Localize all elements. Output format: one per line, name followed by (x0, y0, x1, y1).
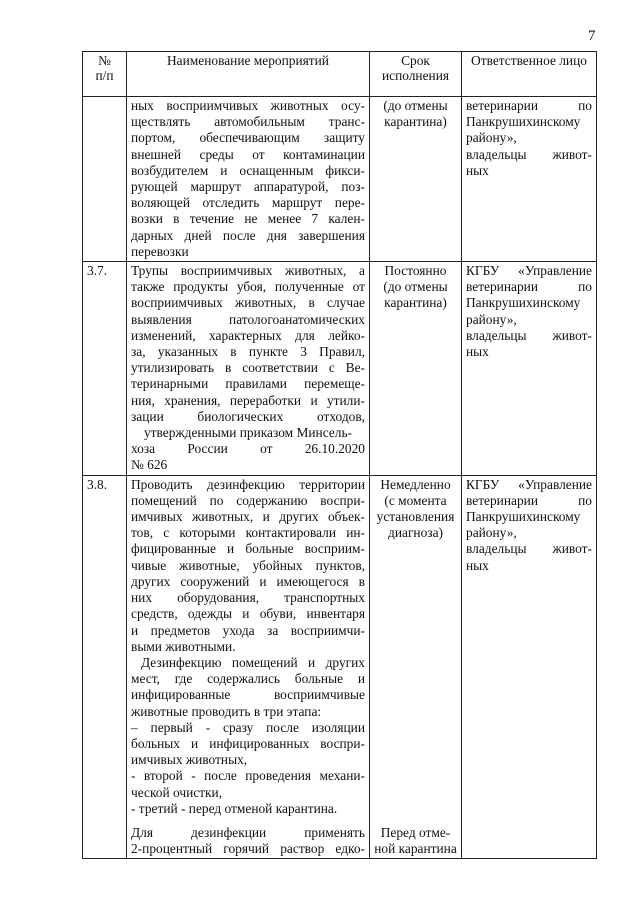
resp-line: владельцы живот- (466, 146, 592, 162)
term-cell (370, 97, 462, 262)
text-line: животные проводить в три этапа: (131, 703, 322, 719)
text-line: Проводить дезинфекцию территории (131, 476, 365, 492)
resp-line: району», (466, 525, 517, 541)
text-line: воляющей отследить маршрут пере- (131, 195, 365, 211)
term-line: карантина) (384, 114, 447, 130)
text-line: № 626 (131, 457, 168, 473)
text-line: зации биологических отходов, (131, 408, 365, 424)
row-number: 3.7. (83, 262, 127, 476)
text-line: ных восприимчивых животных осу- (131, 98, 365, 113)
text-line: выявления патологоанатомических (131, 311, 365, 327)
term-cell (370, 475, 462, 859)
term-line: карантина) (384, 295, 447, 311)
responsible-cell (462, 475, 597, 859)
term-line: установления (376, 509, 455, 525)
table-row (83, 97, 597, 262)
resp-line: ных (466, 344, 489, 360)
text-line: возки в течение не менее 7 кален- (131, 211, 365, 227)
header-name-label: Наименование мероприятий (167, 53, 329, 68)
term-line: Перед отме- (380, 824, 451, 840)
term-line: ной карантина (374, 841, 457, 857)
text-line: имчивых животных, (131, 752, 248, 768)
text-line: - второй - после проведения механи- (131, 768, 365, 784)
text-line: - третий - перед отменой карантина. (131, 800, 338, 816)
measure-name (127, 475, 370, 859)
header-responsible (462, 52, 597, 97)
term-line: Немедленно (380, 476, 451, 492)
page-number: 7 (588, 28, 596, 44)
resp-line: владельцы живот- (466, 327, 592, 343)
header-term-line: исполнения (381, 68, 450, 83)
resp-line: району», (466, 130, 517, 146)
text-line: Для дезинфекции применять (131, 824, 365, 840)
header-num (83, 52, 127, 97)
header-num-line: № (98, 53, 111, 68)
header-num-line: п/п (95, 68, 114, 83)
resp-line: ветеринарии по (466, 279, 592, 295)
responsible-cell (462, 262, 597, 476)
resp-line: ветеринарии по (466, 492, 592, 508)
text-line: помещений по содержанию воспри- (131, 492, 365, 508)
text-line: Трупы восприимчивых животных, а (131, 263, 365, 279)
text-line: выми животными. (131, 638, 236, 654)
resp-line: ных (466, 162, 489, 178)
paragraph-gap (131, 817, 365, 825)
text-line: ния, хранения, переработки и утили- (131, 392, 365, 408)
text-line: мест, где содержались больные и (131, 671, 365, 687)
header-term (370, 52, 462, 97)
row-number (83, 97, 127, 262)
text-line: рующей маршрут аппаратурой, поз- (131, 179, 365, 195)
resp-line: Панкрушихинскому (466, 114, 581, 130)
measure-name (127, 262, 370, 476)
text-line: тов, с которыми контактировали ин- (131, 525, 365, 541)
term-line: диагноза) (388, 525, 443, 541)
resp-line: КГБУ «Управление (466, 476, 592, 492)
term-line: (до отмены (383, 98, 448, 113)
measures-table (82, 51, 597, 859)
header-responsible-label: Ответственное лицо (471, 53, 587, 68)
table-header-row (83, 52, 597, 97)
text-line: 2-процентный горячий раствор едко- (131, 841, 365, 857)
text-line: восприимчивых животных, в случае (131, 295, 365, 311)
text-line: хоза России от 26.10.2020 (131, 441, 365, 457)
table-row (83, 262, 597, 476)
resp-line: владельцы живот- (466, 541, 592, 557)
text-line: дарных дней после дня завершения (131, 227, 365, 243)
text-line: больных и инфицированных воспри- (131, 735, 365, 751)
term-bottom (374, 825, 457, 857)
resp-line: ветеринарии по (466, 98, 592, 113)
resp-line: КГБУ «Управление (466, 263, 592, 279)
text-line: них оборудования, транспортных (131, 590, 365, 606)
text-line: ческой очистки, (131, 784, 223, 800)
text-line: за, указанных в пункте 3 Правил, (131, 344, 365, 360)
text-line: портом, обеспечивающим защиту (131, 130, 365, 146)
resp-line: району», (466, 311, 517, 327)
text-line: других сооружений и имеющегося в (131, 573, 365, 589)
text-line: внешней среды от контаминации (131, 146, 365, 162)
text-line: имчивых животных, и других объек- (131, 509, 365, 525)
text-line: инфицированные восприимчивые (131, 687, 365, 703)
header-name (127, 52, 370, 97)
text-line: теринарными правилами перемеще- (131, 376, 365, 392)
text-line: фицированные и больные восприим- (131, 541, 365, 557)
text-line: также продукты убоя, полученные от (131, 279, 365, 295)
responsible-cell (462, 97, 597, 262)
header-term-line: Срок (401, 53, 430, 68)
measure-name (127, 97, 370, 262)
term-line: (до отмены (383, 279, 448, 295)
term-cell (370, 262, 462, 476)
text-line: возбудителем и оснащенным фикси- (131, 162, 365, 178)
resp-line: Панкрушихинскому (466, 509, 581, 525)
text-line: средств, одежды и обуви, инвентаря (131, 606, 365, 622)
resp-line: ных (466, 557, 489, 573)
text-line: утилизировать в соответствии с Ве- (131, 360, 365, 376)
resp-line: Панкрушихинскому (466, 295, 581, 311)
text-line: и предметов ухода за восприимчи- (131, 622, 365, 638)
text-line: – первый - сразу после изоляции (131, 719, 365, 735)
term-line: Постоянно (384, 263, 447, 279)
text-line: ществлять автомобильным транс- (131, 114, 365, 130)
text-line: чивые животные, убойных пунктов, (131, 557, 365, 573)
text-line: Дезинфекцию помещений и других (141, 654, 365, 670)
table-row (83, 475, 597, 859)
text-line: перевозки (131, 243, 189, 259)
text-line: изменений, характерных для лейко- (131, 327, 365, 343)
term-line: (с момента (384, 492, 447, 508)
row-number: 3.8. (83, 475, 127, 859)
text-line: утвержденными приказом Минсель- (143, 425, 353, 441)
